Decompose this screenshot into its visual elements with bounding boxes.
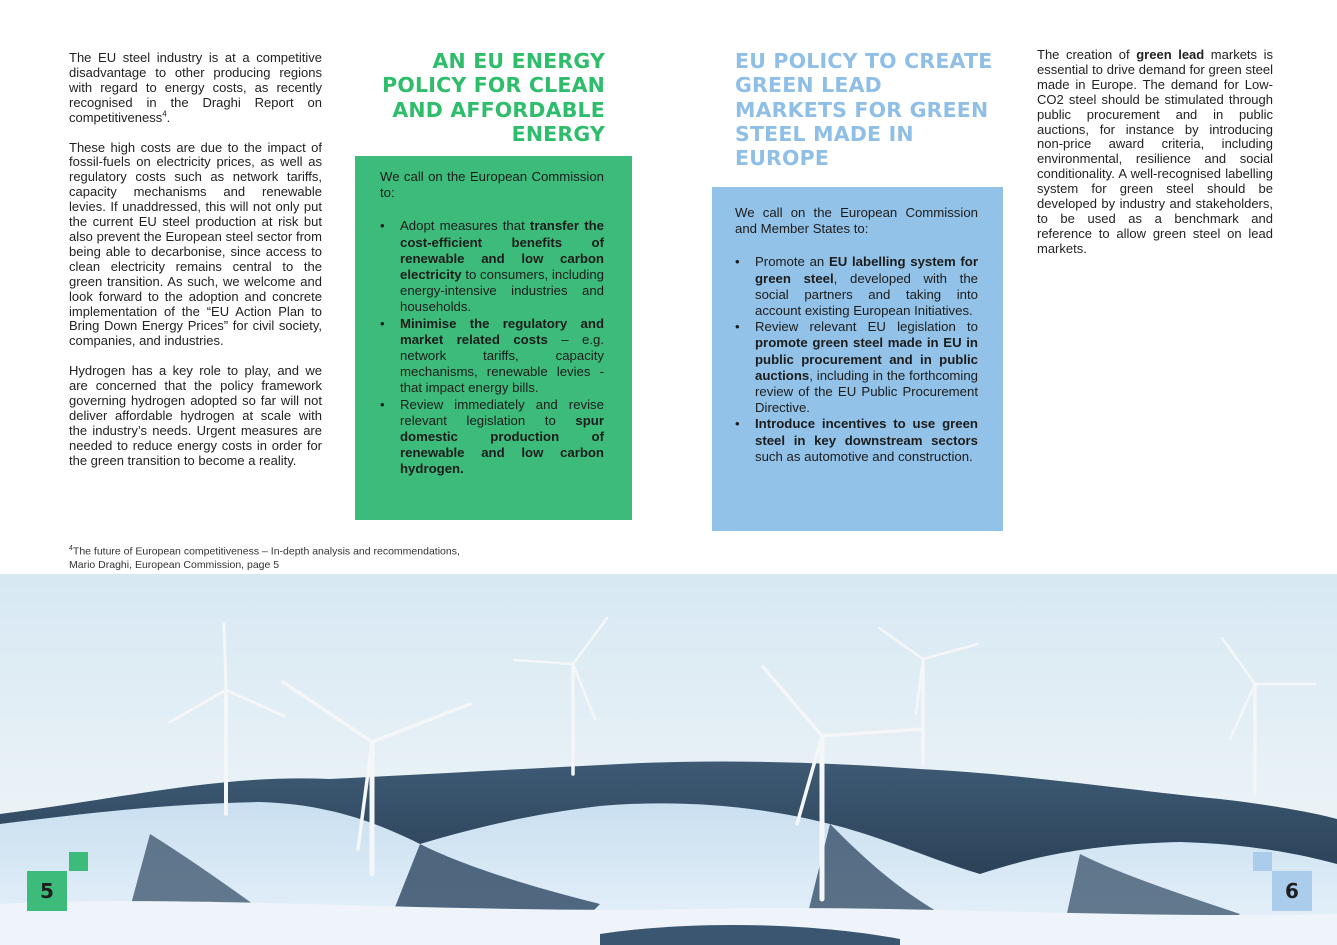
list-item: • Introduce incentives to use green steel in key downstream sectors such as automotive and construction. (735, 416, 978, 464)
page-number-left: 5 (27, 871, 67, 911)
wind-turbines-photo (0, 574, 1337, 945)
energy-policy-callout (355, 156, 632, 520)
energy-policy-heading: AN EU ENERGY POLICY FOR CLEAN AND AFFORDABLE ENERGY (382, 49, 605, 146)
intro-text-column (69, 51, 322, 484)
green-lead-markets-heading: EU POLICY TO CREATE GREEN LEAD MARKETS FOR GREEN STEEL MADE IN EUROPE (735, 49, 993, 171)
list-item: • Review immediately and revise relevant legislation to spur domestic production of renewable and low carbon hydrogen. (380, 396, 604, 477)
energy-callout-intro: We call on the European Commission to: (380, 169, 604, 201)
page-number-right: 6 (1272, 871, 1312, 911)
paragraph-green-lead: The creation of green lead markets is essential to drive demand for green steel made in Europe. The demand for Low-CO2 steel should be stimulated through public procurement and in public auctions, for instance by introducing non-price award criteria, including environmental, resilience and social conditionality. A well-recognised labelling system for green steel should be developed by industry and stakeholders, to be used as a benchmark and reference to allow green steel on lead markets. (1037, 47, 1274, 256)
paragraph-hydrogen: Hydrogen has a key role to play, and we are concerned that the policy framework governing hydrogen adopted so far will not deliver affordable hydrogen at scale with the industry’s needs. Urgent measures are needed to reduce energy costs in order for the green transition to become a reality. (69, 363, 322, 468)
energy-demands-list (380, 218, 604, 477)
green-lead-text-column (1037, 48, 1273, 272)
footnote-ref: 4 (162, 109, 167, 119)
page-badge-accent (69, 852, 88, 871)
list-item: • Promote an EU labelling system for green steel, developed with the social partners and taking into account existing European Initiatives. (735, 254, 978, 319)
green-demands-list (735, 254, 978, 465)
paragraph-energy-costs: The EU steel industry is at a competitive disadvantage to other producing regions with regard to energy costs, as recently recognised in the Draghi Report on competitiveness$^4$. (69, 50, 322, 125)
footnote: $^4$The future of European competitiveness – In-depth analysis and recommendations, Mario Draghi, European Commission, page 5 (69, 545, 460, 571)
green-steel-callout (712, 187, 1003, 531)
paragraph-high-costs: These high costs are due to the impact of fossil-fuels on electricity prices, as well as regulatory costs such as network tariffs, capacity mechanisms and renewable levies. If unaddressed, this will not only put the current EU steel production at risk but also prevent the European steel sector from being able to decarbonise, since access to clean electricity remains central to the green transition. As such, we welcome and look forward to the adoption and concrete implementation of the “EU Action Plan to Bring Down Energy Prices” for civil society, companies, and industries. (69, 139, 322, 349)
green-callout-intro: We call on the European Commission and Member States to: (735, 205, 978, 237)
list-item: • Minimise the regulatory and market related costs – e.g. network tariffs, capacity mechanisms, renewable levies - that impact energy bills. (380, 315, 604, 396)
list-item: • Review relevant EU legislation to promote green steel made in EU in public procurement and in public auctions, including in the forthcoming review of the EU Public Procurement Directive. (735, 319, 978, 416)
list-item: • Adopt measures that transfer the cost-efficient benefits of renewable and low carbon electricity to consumers, including energy-intensive industries and households. (380, 218, 604, 315)
page-badge-accent (1253, 852, 1272, 871)
